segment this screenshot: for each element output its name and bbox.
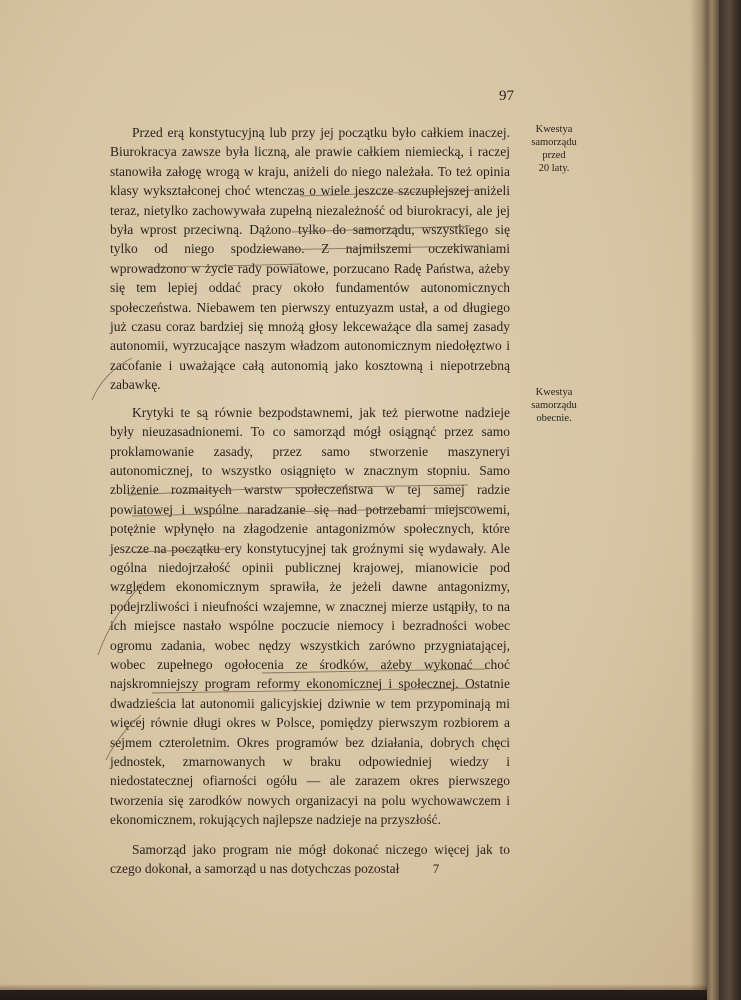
margin-note-line: Kwestya bbox=[535, 124, 573, 135]
signature-mark: 7 bbox=[432, 861, 440, 876]
page-number: 97 bbox=[499, 88, 514, 104]
paragraph: Krytyki te są równie bezpodstawnemi, jak też pierwotne nadzieje były nieuzasadnionemi. To co samorząd mógł osiągnąć przez samo proklamowanie zasady, przez samo stworzenie maszyneryi autonomicznej, to wszystko osiągnięto w znacznym stopniu. Samo zbliżenie rozmaitych warstw społeczeństwa w tej samej radzie powiatowej i wspólne naradzanie się nad potrzebami miejscowemi, potężnie wpłynęło na złagodzenie antagonizmów społecznych, które jeszcze na początku ery konstytucyjnej tak groźnymi się wydawały. Ale ogólna niedojrzałość opinii publicznej krajowej, mianowicie pod względem ekonomicznym sprawiła, że jeżeli dawne antagonizmy, podejrzliwości i nieufności wzajemne, w znacznej mierze ustąpiły, to na ich miejsce nastało wspólne poczucie niemocy i bezradności wobec ogromu zadania, wobec nędzy wszystkich zarówno przygniatającej, wobec zupełnego ogołocenia ze środków, ażeby wykonać choć najskromniejszy program reformy ekonomicznej i społecznej. Ostatnie dwadzieścia lat autonomii galicyjskiej dziwnie w tem przypominają mi więcej równie długi okres w Polsce, pomiędzy pierwszym rozbiorem a sejmem czteroletnim. Okres programów bez działania, dobrych chęci jednostek, zmarnowanych w braku odpowiedniej wiedzy i niedostatecznej ofiarności ogółu — ale zarazem okres pierwszego tworzenia się zarodków nowych organizacyi na polu wychowawczem i ekonomicznem, rokujących najlepsze nadzieje na przyszłość. bbox=[110, 404, 510, 828]
margin-note-line: Kwestya bbox=[535, 387, 573, 398]
margin-note-line: 20 laty. bbox=[538, 163, 570, 174]
body-text bbox=[110, 123, 510, 878]
margin-note-line: przed bbox=[542, 150, 566, 161]
margin-note-2 bbox=[514, 386, 594, 425]
margin-note-1 bbox=[514, 123, 594, 175]
page-edges bbox=[707, 0, 719, 1000]
margin-note-line: obecnie. bbox=[536, 413, 572, 424]
bottom-shadow bbox=[0, 984, 707, 1000]
paragraph: Samorząd jako program nie mógł dokonać niczego więcej jak to czego dokonał, a samorząd u nas dotychczas pozostał bbox=[110, 841, 510, 877]
margin-note-line: samorządu bbox=[531, 137, 577, 148]
paragraph: Przed erą konstytucyjną lub przy jej początku było całkiem inaczej. Biurokracya zawsze była liczną, ale prawie całkiem niemiecką, i raczej stanowiła załogę wrogą w kraju, aniżeli do niego należała. To też opinia klasy wykształconej choć wtenczas o wiele jeszcze szczuplejszej aniżeli teraz, nietylko zachowywała zupełną niezależność od biurokracyi, ale jej była wprost przeciwną. Dążono tylko do samorządu, wszystkiego się tylko od niego spodziewano. Z najmilszemi oczekiwaniami wprowadzono w życie rady powiatowe, porzucano Radę Państwa, ażeby się tem lepiej oddać pracy około fundamentów autonomicznych społeczeństwa. Niebawem ten pierwszy entuzyazm ustał, a od długiego już czasu coraz bardziej się mnożą głosy lekceważące dla samej zasady autonomii, wyrzucające naszym władzom autonomicznym niedołęztwo i zacofanie i uważające całą autonomią jako kosztowną i niepotrzebną zabawkę. bbox=[110, 125, 510, 393]
book-cover-edge bbox=[719, 0, 741, 1000]
margin-note-line: samorządu bbox=[531, 400, 577, 411]
